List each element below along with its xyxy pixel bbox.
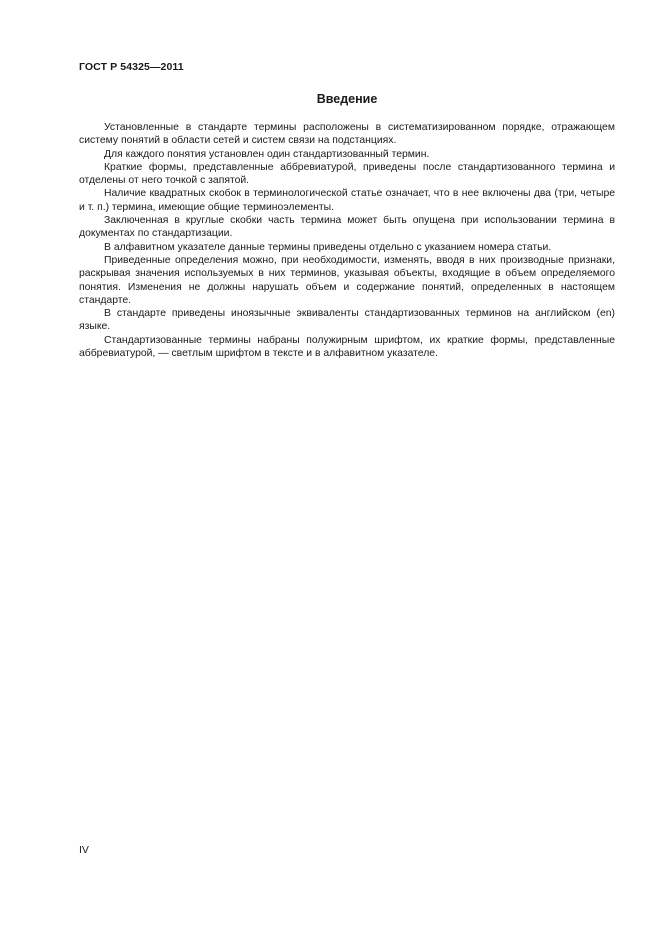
paragraph: Установленные в стандарте термины расположены в систематизированном порядке, отражающем систему понятий в области сетей и систем связи на подстанциях. [79,122,615,147]
section-title: Введение [316,92,378,106]
paragraph: Наличие квадратных скобок в терминологической статье означает, что в нее включены два (три, четыре и т. п.) термина, имеющие общие терминоэлементы. [79,188,615,213]
paragraph: В стандарте приведены иноязычные эквиваленты стандартизованных терминов на английском (en) языке. [79,308,615,333]
introduction-body [79,121,615,360]
paragraph: Краткие формы, представленные аббревиатурой, приведены после стандартизованного термина и отделены от него точкой с запятой. [79,161,615,187]
paragraph: Заключенная в круглые скобки часть термина может быть опущена при использовании термина в документах по стандартизации. [79,215,615,240]
document-header-standard-id: ГОСТ Р 54325—2011 [79,61,184,73]
paragraph: Приведенные определения можно, при необходимости, изменять, вводя в них производные признаки, раскрывая значения используемых в них терминов, указывая объекты, входящие в объем определяемого понятия. Изменения не должны нарушать объем и содержание понятий, определенных в настоящем стандарте. [79,254,615,306]
page-number: IV [79,844,89,856]
paragraph: Для каждого понятия установлен один стандартизованный термин. [104,148,430,160]
paragraph: В алфавитном указателе данные термины приведены отдельно с указанием номера статьи. [104,241,552,253]
paragraph: Стандартизованные термины набраны полужирным шрифтом, их краткие формы, представленные аббревиатурой, — светлым шрифтом в тексте и в алфавитном указателе. [79,334,615,360]
